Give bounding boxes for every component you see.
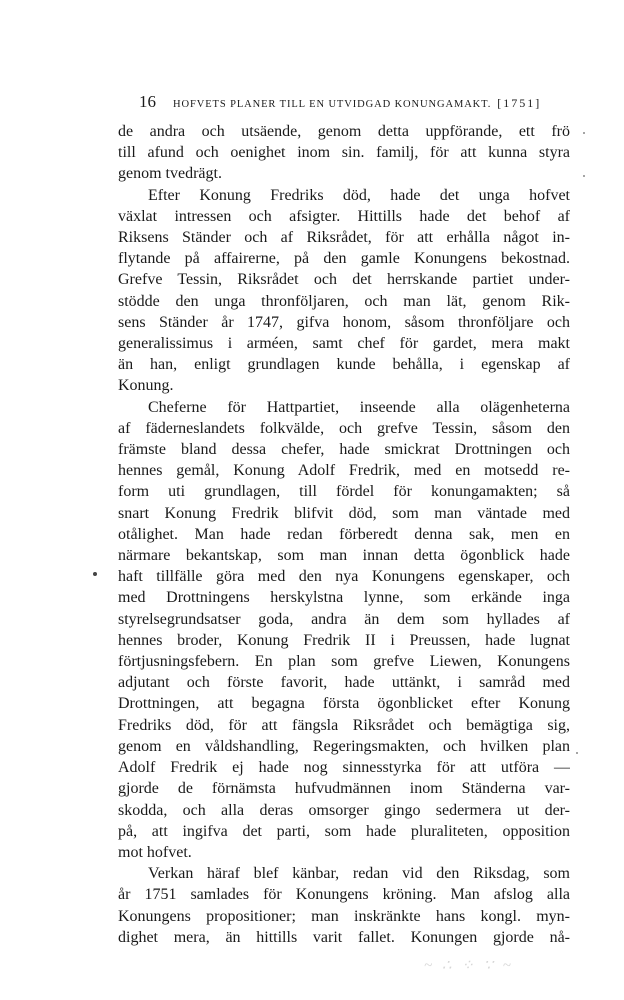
text-line: skodda, och alla deras omsorger gingo sedermera ut der- bbox=[118, 801, 570, 819]
text-line: hennes broder, Konung Fredrik II i Preussen, hade lugnat bbox=[118, 631, 570, 649]
text-line: Drottningen, att begagna första ögonblicket efter Konung bbox=[118, 695, 570, 713]
text-line: genom tvedrägt. bbox=[118, 165, 222, 183]
running-head bbox=[139, 92, 571, 112]
text-line: med Drottningens herskylstna lynne, som erkände inga bbox=[118, 589, 570, 607]
text-line: år 1751 samlades för Konungens kröning. Man afslog alla bbox=[118, 886, 570, 904]
text-line: styrelsegrundsatser goda, andra än dem som hyllades af bbox=[118, 610, 570, 628]
text-line: de andra och utsäende, genom detta uppförande, ett frö bbox=[118, 123, 570, 140]
text-line: haft tillfälle göra med den nya Konungens egenskaper, och bbox=[118, 568, 570, 586]
text-line: än han, enligt grundlagen kunde behålla, i egenskap af bbox=[118, 356, 570, 374]
text-line: Cheferne för Hattpartiet, inseende alla olägenheterna bbox=[148, 398, 570, 416]
text-line: sens Ständer år 1747, gifva honom, såsom thronföljare och bbox=[118, 313, 570, 331]
running-year: [1751] bbox=[497, 96, 542, 110]
text-line: form uti grundlagen, till fördel för konungamakten; så bbox=[118, 483, 570, 501]
text-line: Grefve Tessin, Riksrådet och det herrskande partiet under- bbox=[118, 271, 570, 289]
text-line: Riksens Ständer och af Riksrådet, för att erhålla något in- bbox=[118, 229, 570, 247]
text-line: stödde den unga thronföljaren, och man lät, genom Rik- bbox=[118, 292, 570, 310]
body-text bbox=[118, 121, 570, 948]
text-line: Verkan häraf blef känbar, redan vid den Riksdag, som bbox=[148, 865, 570, 883]
text-line: till afund och oenighet inom sin. familj, för att kunna styra bbox=[118, 144, 570, 162]
text-line: växlat intressen och afsigter. Hittills hade det behof af bbox=[118, 207, 570, 225]
text-line: gjorde de förnämsta hufvudmännen inom Ständerna var- bbox=[118, 780, 570, 798]
text-line: otålighet. Man hade redan förberedt denna sak, men en bbox=[118, 525, 570, 543]
text-line: Konung. bbox=[118, 377, 174, 395]
page-number: 16 bbox=[139, 92, 156, 111]
text-line: hennes gemål, Konung Adolf Fredrik, med en motsedd re- bbox=[118, 462, 570, 480]
text-line: af fäderneslandets folkvälde, och grefve Tessin, såsom den bbox=[118, 419, 570, 437]
text-line: snart Konung Fredrik blifvit död, som man väntade med bbox=[118, 504, 570, 522]
text-line: dighet mera, än hittills varit fallet. Konungen gjorde nå- bbox=[118, 928, 570, 946]
text-line: genom en våldshandling, Regeringsmakten, och hvilken plan bbox=[118, 737, 570, 755]
text-line: Fredriks död, för att fängsla Riksrådet och bemägtiga sig, bbox=[118, 716, 570, 734]
text-line: förtjusningsfebern. En plan som grefve Liewen, Konungens bbox=[118, 653, 570, 671]
text-line: Adolf Fredrik ej hade nog sinnesstyrka för att utföra — bbox=[118, 759, 570, 777]
text-line: adjutant och förste favorit, hade uttänkt, i samråd med bbox=[118, 674, 570, 692]
text-line: generalissimus i arméen, samt chef för gardet, mera makt bbox=[118, 335, 570, 353]
text-line: på, att ingifva det parti, som hade pluraliteten, opposition bbox=[118, 822, 570, 840]
text-line: närmare bekantskap, som man innan detta ögonblick hade bbox=[118, 547, 570, 565]
text-line: flytande på affairerne, på den gamle Konungens bekostnad. bbox=[118, 250, 570, 268]
text-line: Konungens propositioner; man inskränkte hans kongl. myn- bbox=[118, 907, 570, 925]
library-stamp-mark: ~ ∴ ⁘ ∵ ~ bbox=[424, 958, 514, 974]
text-line: främste bland dessa chefer, hade smickrat Drottningen och bbox=[118, 441, 570, 459]
running-title: HOFVETS PLANER TILL EN UTVIDGAD KONUNGAMAKT. bbox=[173, 99, 492, 110]
text-line: Efter Konung Fredriks död, hade det unga hofvet bbox=[148, 186, 570, 204]
text-line: mot hofvet. bbox=[118, 843, 192, 861]
